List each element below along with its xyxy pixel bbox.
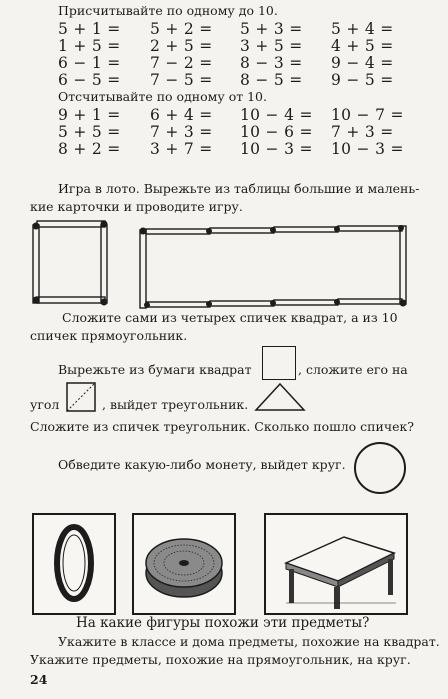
lotto-line-1: Игра в лото. Вырежьте из таблицы большие и малень- <box>58 181 420 196</box>
exercise: 9 − 5 = <box>331 71 394 89</box>
coin-text: Обведите какую-либо монету, выйдет круг. <box>58 457 346 472</box>
section2-heading: Отсчитывайте по одному от 10. <box>58 89 267 104</box>
picture-frame-coin <box>132 513 236 615</box>
exercise: 5 + 2 = <box>150 20 213 38</box>
grindstone-illustration <box>134 515 234 613</box>
triangle-matches-text: Сложите из спичек треугольник. Сколько пошло спичек? <box>30 419 415 434</box>
exercise: 10 − 4 = <box>240 106 313 124</box>
page-number: 24 <box>30 672 48 687</box>
circle-shape <box>353 441 409 497</box>
exercise: 3 + 7 = <box>150 140 213 158</box>
exercise: 10 − 7 = <box>331 106 404 124</box>
exercise: 10 − 3 = <box>331 140 404 158</box>
picture-frame-table <box>264 513 408 615</box>
exercise: 5 + 1 = <box>58 20 121 38</box>
instruction-1: Укажите в классе и дома предметы, похожие на квадрат. <box>58 634 440 649</box>
exercise: 10 − 6 = <box>240 123 313 141</box>
exercise: 7 + 3 = <box>331 123 394 141</box>
question-heading: На какие фигуры похожи эти предметы? <box>76 615 370 631</box>
paper-line-1b: , сложите его на <box>298 362 408 377</box>
exercise: 5 + 5 = <box>58 123 121 141</box>
exercise: 1 + 5 = <box>58 37 121 55</box>
instruction-2: Укажите предметы, похожие на прямоугольник, на круг. <box>30 652 411 667</box>
ring-illustration <box>34 515 114 613</box>
section1-heading: Присчитывайте по одному до 10. <box>58 3 278 18</box>
table-illustration <box>266 515 406 613</box>
exercise: 9 − 4 = <box>331 54 394 72</box>
paper-square-icon <box>262 346 296 380</box>
matches-line-1: Сложите сами из четырех спичек квадрат, а из 10 <box>62 310 398 325</box>
exercise: 7 + 3 = <box>150 123 213 141</box>
paper-line-1a: Вырежьте из бумаги квадрат <box>58 362 252 377</box>
matches-line-2: спичек прямоугольник. <box>30 328 188 343</box>
triangle-icon <box>254 382 306 412</box>
exercise: 7 − 5 = <box>150 71 213 89</box>
exercise: 8 − 3 = <box>240 54 303 72</box>
exercise: 2 + 5 = <box>150 37 213 55</box>
exercise: 5 + 4 = <box>331 20 394 38</box>
exercise: 10 − 3 = <box>240 140 313 158</box>
exercise: 3 + 5 = <box>240 37 303 55</box>
exercise: 6 − 5 = <box>58 71 121 89</box>
exercise: 7 − 2 = <box>150 54 213 72</box>
picture-frame-ring <box>32 513 116 615</box>
exercise: 8 + 2 = <box>58 140 121 158</box>
paper-line-2a: угол <box>30 397 60 412</box>
lotto-line-2: кие карточки и проводите игру. <box>30 199 243 214</box>
exercise: 6 + 4 = <box>150 106 213 124</box>
exercise: 4 + 5 = <box>331 37 394 55</box>
exercise: 6 − 1 = <box>58 54 121 72</box>
exercise: 9 + 1 = <box>58 106 121 124</box>
folded-square-icon <box>66 382 98 414</box>
exercise: 5 + 3 = <box>240 20 303 38</box>
exercise: 8 − 5 = <box>240 71 303 89</box>
paper-line-2b: , выйдет треугольник. <box>102 397 249 412</box>
